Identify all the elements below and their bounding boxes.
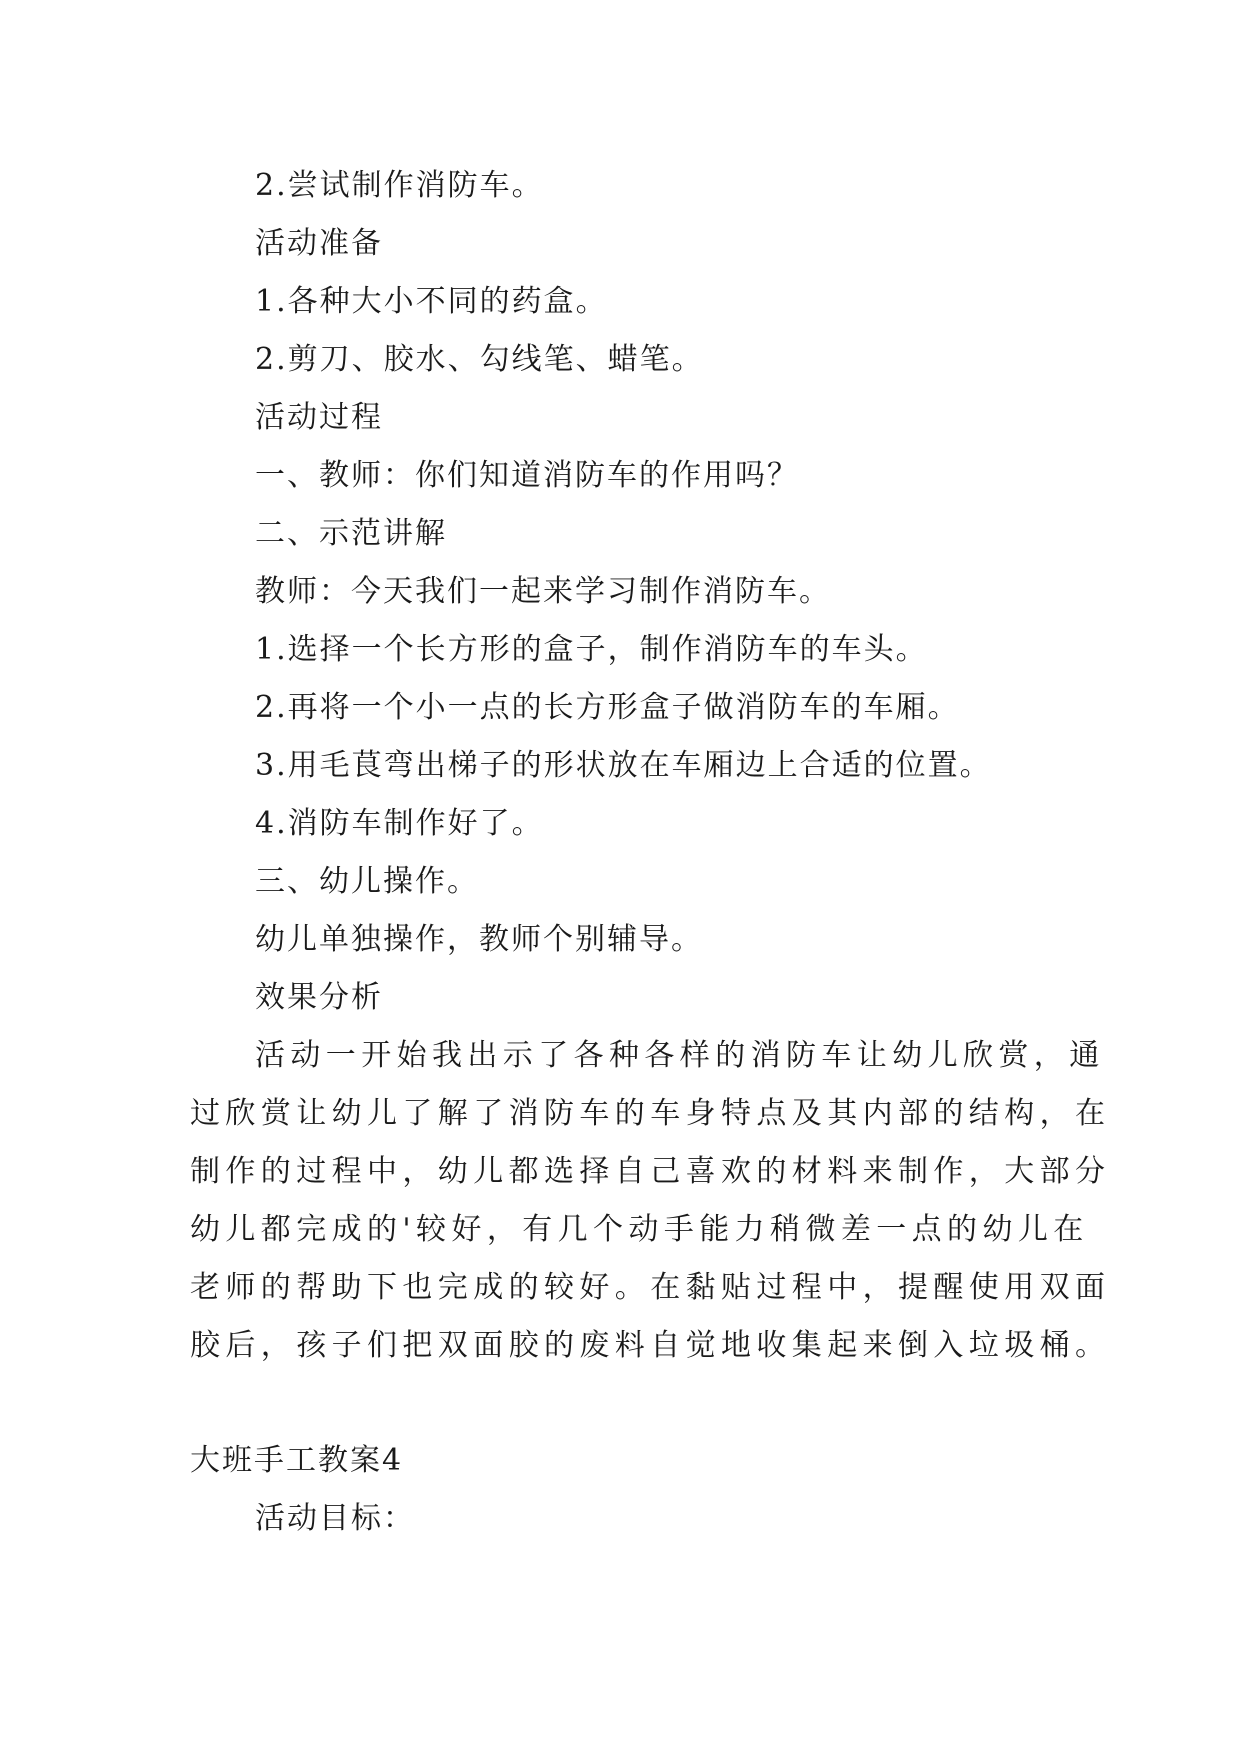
text-line: 4.消防车制作好了。 (255, 806, 544, 841)
text-line: 三、幼儿操作。 (255, 864, 479, 899)
paragraph-line: 幼儿都完成的'较好，有几个动手能力稍微差一点的幼儿在 (190, 1212, 1089, 1247)
text-line: 教师：今天我们一起来学习制作消防车。 (255, 574, 831, 609)
text-line: 1.各种大小不同的药盒。 (255, 284, 608, 319)
text-line: 3.用毛茛弯出梯子的形状放在车厢边上合适的位置。 (255, 748, 992, 783)
section-heading: 大班手工教案4 (190, 1443, 404, 1478)
text-line: 2.再将一个小一点的长方形盒子做消防车的车厢。 (255, 690, 960, 725)
paragraph-line: 老师的帮助下也完成的较好。在黏贴过程中，提醒使用双面 (190, 1270, 1111, 1305)
text-line: 效果分析 (255, 980, 383, 1015)
text-line: 活动过程 (255, 400, 383, 435)
text-line: 二、示范讲解 (255, 516, 447, 551)
text-line: 活动准备 (255, 226, 383, 261)
paragraph-line: 活动一开始我出示了各种各样的消防车让幼儿欣赏，通 (255, 1038, 1105, 1073)
text-line: 一、教师：你们知道消防车的作用吗？ (255, 458, 799, 493)
text-line: 2.剪刀、胶水、勾线笔、蜡笔。 (255, 342, 704, 377)
paragraph-line: 胶后，孩子们把双面胶的废料自觉地收集起来倒入垃圾桶。 (190, 1328, 1111, 1363)
text-line: 幼儿单独操作，教师个别辅导。 (255, 922, 703, 957)
sub-heading: 活动目标： (255, 1501, 415, 1536)
paragraph-line: 过欣赏让幼儿了解了消防车的车身特点及其内部的结构，在 (190, 1096, 1111, 1131)
paragraph-line: 制作的过程中，幼儿都选择自己喜欢的材料来制作，大部分 (190, 1154, 1111, 1189)
text-line: 1.选择一个长方形的盒子，制作消防车的车头。 (255, 632, 928, 667)
text-line: 2.尝试制作消防车。 (255, 168, 544, 203)
